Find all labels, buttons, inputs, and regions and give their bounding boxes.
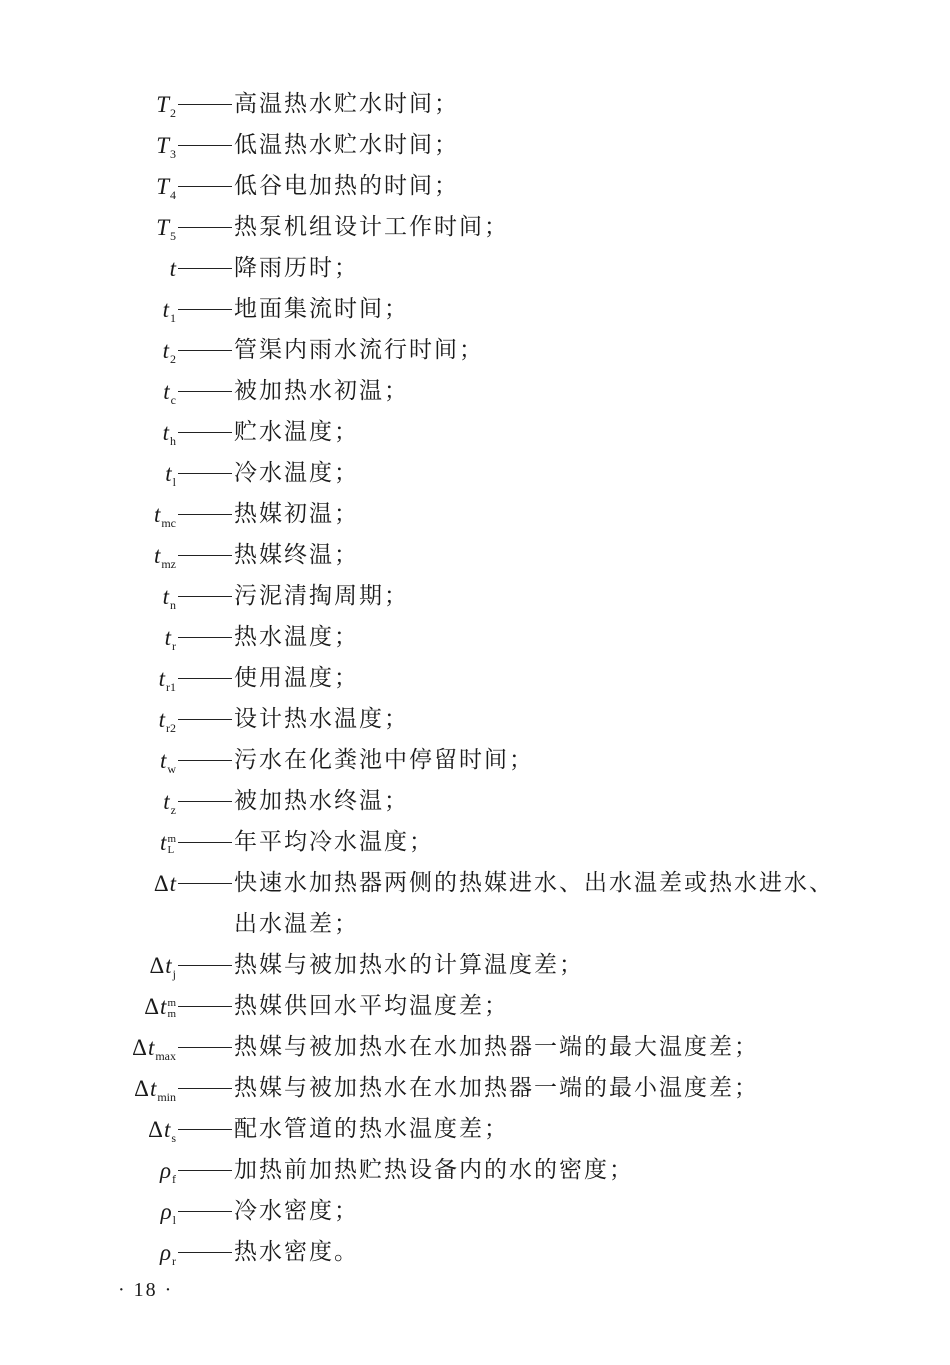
symbol-description: 热媒与被加热水在水加热器一端的最大温度差；: [234, 1034, 759, 1060]
symbol: [161, 1191, 176, 1236]
em-dash: [178, 350, 232, 351]
symbol-description: 污泥清掏周期；: [234, 583, 409, 609]
symbol-entry: [0, 84, 950, 125]
symbol-letter: t: [149, 1076, 157, 1101]
em-dash: [178, 1047, 232, 1048]
symbol-letter: ρ: [160, 1199, 172, 1224]
symbol-letter: t: [160, 830, 167, 855]
symbol-letter: t: [169, 256, 176, 281]
em-dash: [178, 596, 232, 597]
symbol: [160, 1150, 176, 1195]
symbol-letter: t: [153, 543, 161, 568]
symbol-description: 快速水加热器两侧的热媒进水、出水温差或热水进水、: [234, 870, 834, 896]
symbol-description: 热媒初温；: [234, 501, 359, 527]
symbol-entry: [0, 822, 950, 863]
symbol: [163, 576, 176, 621]
symbol-subscript: mc: [161, 516, 176, 530]
symbol: [160, 1232, 176, 1277]
symbol-subscript: 5: [170, 229, 176, 243]
symbol-description: 冷水密度；: [234, 1198, 359, 1224]
symbol-entry: [0, 1232, 950, 1273]
symbol-letter: t: [163, 379, 170, 404]
symbol-description: 管渠内雨水流行时间；: [234, 337, 484, 363]
symbol-letter: t: [162, 420, 169, 445]
symbol: [156, 84, 176, 129]
symbol-entry: [0, 1068, 950, 1109]
symbol-subscript: 2: [170, 352, 176, 366]
symbol-entry: [0, 781, 950, 822]
symbol: [163, 289, 176, 334]
symbol-letter: t: [165, 461, 172, 486]
symbol-entry: [0, 166, 950, 207]
symbol-entry: [0, 1027, 950, 1068]
symbol-entry: [0, 658, 950, 699]
symbol-description: 使用温度；: [234, 665, 359, 691]
symbol-description-continuation: 出水温差；: [234, 911, 359, 937]
delta-symbol: Δ: [149, 953, 165, 978]
symbol-subscript: s: [171, 1131, 176, 1145]
symbol-description: 热媒供回水平均温度差；: [234, 993, 509, 1019]
symbol-subscript: h: [170, 434, 176, 448]
symbol-subscript: j: [172, 967, 176, 981]
symbol-description: 设计热水温度；: [234, 706, 409, 732]
em-dash: [178, 391, 232, 392]
symbol-subscript: c: [170, 393, 176, 407]
symbol-entry: [0, 945, 950, 986]
delta-symbol: Δ: [134, 1076, 149, 1101]
symbol-subscript: L: [167, 843, 175, 856]
symbol-description: 高温热水贮水时间；: [234, 91, 459, 117]
em-dash: [178, 1006, 232, 1007]
symbol-letter: ρ: [159, 1240, 171, 1265]
symbol-subscript: n: [170, 598, 176, 612]
symbol: [170, 248, 176, 289]
symbol: [154, 535, 176, 580]
symbol: [165, 617, 176, 662]
symbol-description: 年平均冷水温度；: [234, 829, 434, 855]
symbol-letter: t: [163, 1117, 171, 1142]
symbol-subscript: l: [172, 1213, 176, 1227]
em-dash: [178, 637, 232, 638]
symbol: [163, 330, 176, 375]
em-dash: [178, 678, 232, 679]
em-dash: [178, 227, 232, 228]
symbol: [156, 166, 176, 211]
symbol: [156, 125, 176, 170]
symbol-entry: [0, 863, 950, 904]
em-dash: [178, 1252, 232, 1253]
symbol-entry: [0, 248, 950, 289]
symbol-entry: [0, 494, 950, 535]
symbol: [160, 822, 176, 863]
symbol-description: 配水管道的热水温度差；: [234, 1116, 509, 1142]
symbol-description: 热媒与被加热水在水加热器一端的最小温度差；: [234, 1075, 759, 1101]
delta-symbol: Δ: [132, 1035, 147, 1060]
symbol-subscript: max: [155, 1049, 176, 1063]
symbol-letter: T: [156, 92, 169, 117]
symbol-subscript: f: [172, 1172, 176, 1186]
symbol-superscript: m: [167, 832, 176, 845]
symbol-letter: t: [169, 871, 176, 896]
em-dash: [178, 1170, 232, 1171]
symbol-entry: [0, 1191, 950, 1232]
symbol-entry: [0, 740, 950, 781]
symbol-entry: [0, 371, 950, 412]
symbol-subscript: r: [172, 639, 176, 653]
symbol-letter: t: [147, 1035, 155, 1060]
symbol-description: 热媒与被加热水的计算温度差；: [234, 952, 584, 978]
symbol-entry: [0, 1109, 950, 1150]
em-dash: [178, 555, 232, 556]
symbol-description: 贮水温度；: [234, 419, 359, 445]
symbol-description: 冷水温度；: [234, 460, 359, 486]
symbol-entry: [0, 1150, 950, 1191]
em-dash: [178, 1129, 232, 1130]
symbol-letter: ρ: [159, 1158, 171, 1183]
em-dash: [178, 1211, 232, 1212]
symbol: [149, 945, 176, 990]
em-dash: [178, 309, 232, 310]
symbol-letter: t: [160, 994, 167, 1019]
symbol-letter: T: [156, 133, 169, 158]
symbol-entry: [0, 453, 950, 494]
symbol-subscript: min: [157, 1090, 176, 1104]
symbol-letter: t: [153, 502, 161, 527]
symbol-subscript: 4: [170, 188, 176, 202]
em-dash: [178, 760, 232, 761]
symbol-description: 热水温度；: [234, 624, 359, 650]
symbol-letter: t: [164, 625, 171, 650]
symbol-letter: t: [159, 748, 167, 773]
symbol-letter: T: [156, 215, 169, 240]
symbol-subscript: mz: [161, 557, 176, 571]
symbol: [163, 371, 176, 416]
symbol-description: 降雨历时；: [234, 255, 359, 281]
symbol-letter: t: [162, 338, 169, 363]
symbol-description: 热媒终温；: [234, 542, 359, 568]
symbol-entry: [0, 535, 950, 576]
symbol: [160, 740, 176, 785]
symbol-entry: [0, 125, 950, 166]
symbol-entry: [0, 699, 950, 740]
symbol-description: 热水密度。: [234, 1239, 359, 1265]
symbol: [132, 1027, 176, 1072]
em-dash: [178, 104, 232, 105]
symbol-letter: t: [158, 707, 165, 732]
em-dash: [178, 801, 232, 802]
symbol: [159, 658, 176, 703]
symbol-description: 污水在化粪池中停留时间；: [234, 747, 534, 773]
em-dash: [178, 719, 232, 720]
symbol-entry: [0, 412, 950, 453]
symbol-subscript: 1: [170, 311, 176, 325]
em-dash: [178, 186, 232, 187]
symbol-sup-sub: [167, 998, 176, 1020]
symbol: [163, 412, 176, 457]
symbol-description: 热泵机组设计工作时间；: [234, 214, 509, 240]
symbol: [144, 986, 176, 1027]
symbol: [154, 863, 176, 904]
symbol-subscript: w: [167, 762, 176, 776]
symbol: [148, 1109, 176, 1154]
em-dash: [178, 514, 232, 515]
em-dash: [178, 1088, 232, 1089]
page-number: · 18 ·: [118, 1279, 174, 1301]
symbol-subscript: r2: [166, 721, 176, 735]
em-dash: [178, 473, 232, 474]
symbol-letter: t: [163, 789, 170, 814]
symbol-subscript: 2: [170, 106, 176, 120]
symbol-subscript: z: [170, 803, 176, 817]
symbol-subscript: r: [172, 1254, 176, 1268]
em-dash: [178, 432, 232, 433]
em-dash: [178, 965, 232, 966]
symbol-subscript: 3: [170, 147, 176, 161]
symbol: [159, 699, 176, 744]
symbol: [154, 494, 176, 539]
symbol-letter: t: [165, 953, 172, 978]
symbol-description: 低谷电加热的时间；: [234, 173, 459, 199]
symbol-description: 地面集流时间；: [234, 296, 409, 322]
symbol-superscript: m: [167, 996, 176, 1009]
symbol-entry: [0, 617, 950, 658]
symbol-description: 被加热水初温；: [234, 378, 409, 404]
symbol-entry: [0, 289, 950, 330]
symbol-entry: [0, 330, 950, 371]
symbol-letter: t: [162, 584, 169, 609]
symbol-entry: [0, 207, 950, 248]
symbol-subscript: l: [172, 475, 176, 489]
symbol-description: 低温热水贮水时间；: [234, 132, 459, 158]
em-dash: [178, 145, 232, 146]
symbol-letter: T: [156, 174, 169, 199]
symbol-subscript: r1: [166, 680, 176, 694]
symbol-subscript: m: [167, 1007, 176, 1020]
symbol-sup-sub: [167, 834, 176, 856]
delta-symbol: Δ: [153, 871, 169, 896]
symbol-letter: t: [158, 666, 165, 691]
em-dash: [178, 268, 232, 269]
delta-symbol: Δ: [148, 1117, 163, 1142]
em-dash: [178, 842, 232, 843]
symbol-description: 被加热水终温；: [234, 788, 409, 814]
symbol: [134, 1068, 176, 1113]
symbol-entry: [0, 986, 950, 1027]
symbol: [156, 207, 176, 252]
symbol-letter: t: [162, 297, 169, 322]
symbol-description: 加热前加热贮热设备内的水的密度；: [234, 1157, 634, 1183]
symbol: [163, 781, 176, 826]
symbol: [165, 453, 176, 498]
em-dash: [178, 883, 232, 884]
delta-symbol: Δ: [144, 994, 160, 1019]
symbol-entry: [0, 576, 950, 617]
